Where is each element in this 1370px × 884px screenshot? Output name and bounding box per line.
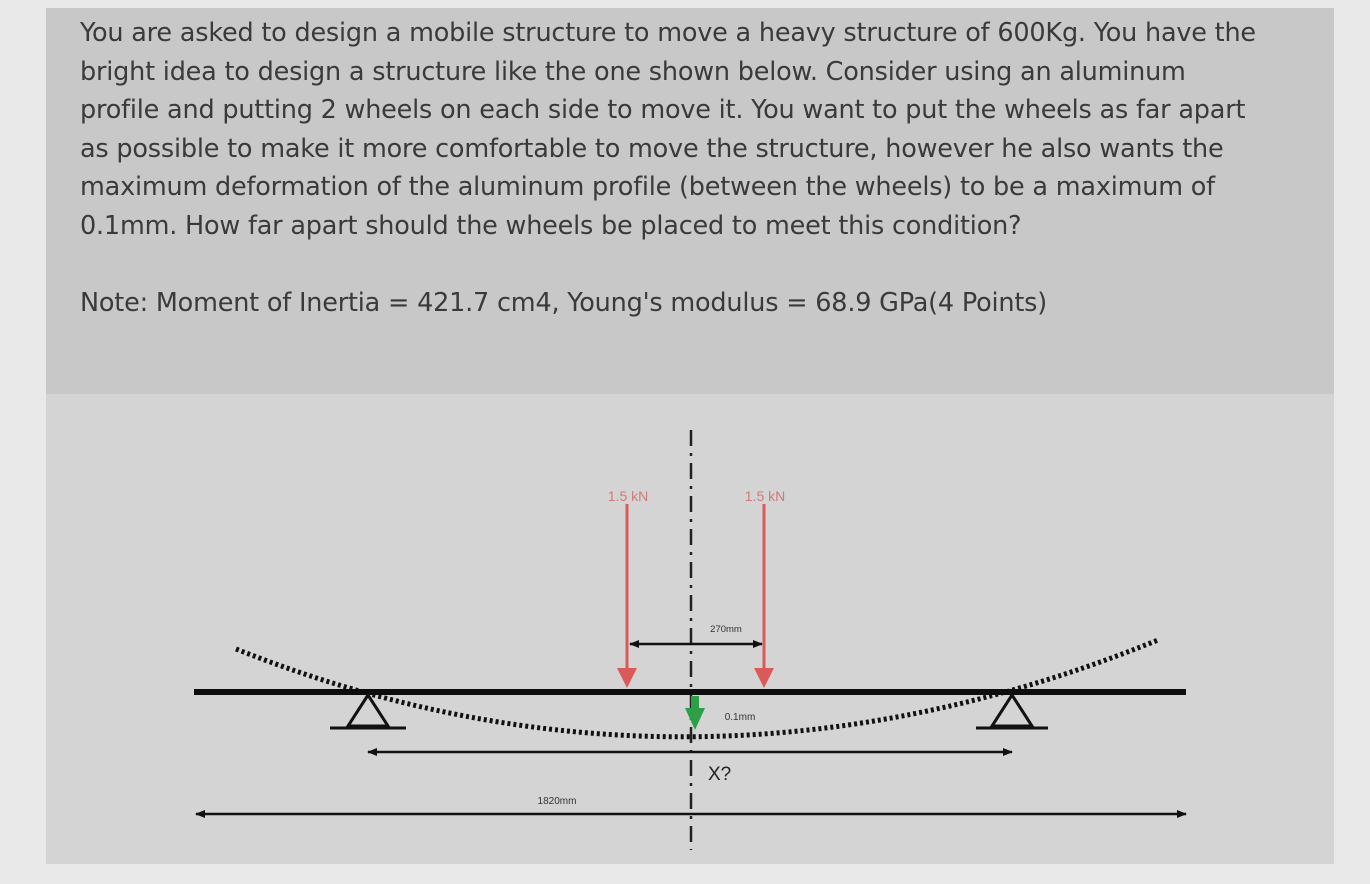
total-length-label: 1820mm [537, 796, 577, 807]
question-line: as possible to make it more comfortable to move the structure, however he also wants the [80, 133, 1224, 164]
beam-diagram-panel [46, 394, 1334, 864]
left-load-arrow [617, 504, 637, 688]
question-line: bright idea to design a structure like the one shown below. Consider using an aluminum [80, 56, 1186, 87]
question-line: maximum deformation of the aluminum profile (between the wheels) to be a maximum of [80, 172, 1215, 202]
question-panel [46, 8, 1334, 394]
load-spacing-label: 270mm [710, 624, 742, 635]
question-text [80, 14, 1310, 245]
left-load-label: 1.5 kN [607, 488, 649, 504]
right-load-arrow [754, 504, 774, 688]
question-line: profile and putting 2 wheels on each side to move it. You want to put the wheels as far apart [80, 95, 1246, 125]
left-support-icon [330, 695, 406, 728]
right-support-icon [976, 695, 1048, 728]
question-note: Note: Moment of Inertia = 421.7 cm4, Young's modulus = 68.9 GPa(4 Points) [80, 288, 1048, 318]
right-load-label: 1.5 kN [744, 488, 786, 504]
support-spacing-label: X? [708, 764, 732, 785]
question-line: You are asked to design a mobile structure to move a heavy structure of 600Kg. You have the [80, 18, 1256, 48]
question-line: 0.1mm. How far apart should the wheels be placed to meet this condition? [80, 210, 1022, 241]
beam-diagram [46, 394, 1334, 864]
deflection-label: 0.1mm [724, 712, 756, 723]
deflection-arrow [685, 696, 705, 730]
